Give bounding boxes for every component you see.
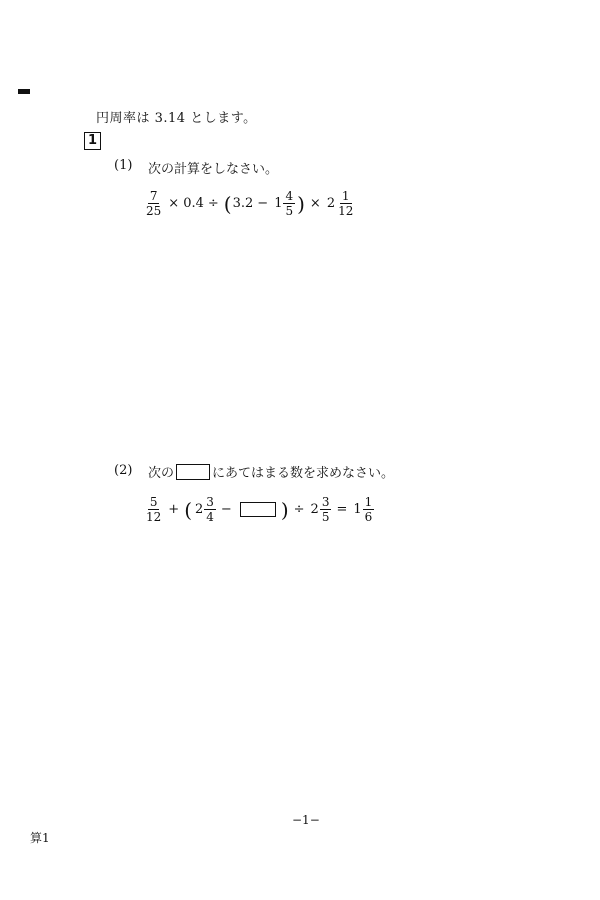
pi-note: 円周率は 3.14 とします。 xyxy=(96,111,257,126)
term-decimal: 0.4 xyxy=(183,196,204,211)
fraction-denominator: 25 xyxy=(146,204,162,218)
fraction-denominator: 4 xyxy=(206,510,214,524)
answer-blank-box xyxy=(176,464,210,480)
answer-blank-box xyxy=(240,502,276,517)
left-parenthesis: ( xyxy=(184,497,192,522)
problem-1-label: (1) xyxy=(114,158,133,173)
corner-mark xyxy=(18,89,30,94)
mixed-whole: 2 xyxy=(195,502,204,517)
fraction-numerator: 3 xyxy=(206,495,214,509)
mixed-whole: 1 xyxy=(353,502,362,517)
problem-1-expression xyxy=(143,190,356,217)
operator-divide: ÷ xyxy=(293,502,305,517)
operator-divide: ÷ xyxy=(207,196,219,211)
footer-code: 算1 xyxy=(30,831,50,845)
right-parenthesis: ) xyxy=(280,497,289,522)
operator-equals: = xyxy=(336,502,348,517)
fraction-numerator: 1 xyxy=(341,189,350,203)
instruction-prefix: 次の xyxy=(148,466,175,481)
operator-multiply: × xyxy=(309,196,321,211)
fraction-denominator: 12 xyxy=(338,204,354,218)
fraction-4-5 xyxy=(283,190,295,217)
term-decimal: 3.2 xyxy=(232,196,254,211)
page-number: −1− xyxy=(292,813,320,827)
mixed-whole: 2 xyxy=(326,196,336,211)
instruction-suffix: にあてはまる数を求めなさい。 xyxy=(212,466,395,481)
operator-plus: + xyxy=(168,502,180,517)
fraction-denominator: 12 xyxy=(146,510,162,524)
problem-2-expression xyxy=(143,496,375,523)
operator-multiply: × xyxy=(168,196,180,211)
mixed-whole: 1 xyxy=(274,196,283,211)
problem-1-instruction: 次の計算をしなさい。 xyxy=(148,162,279,177)
fraction-3-4 xyxy=(204,496,216,523)
problem-2-instruction xyxy=(148,462,394,481)
question-number-box: 1 xyxy=(84,132,101,150)
fraction-1-6 xyxy=(363,496,375,523)
problem-2-label: (2) xyxy=(114,463,133,478)
fraction-3-5 xyxy=(320,496,332,523)
fraction-denominator: 5 xyxy=(285,204,294,218)
fraction-numerator: 7 xyxy=(149,189,158,203)
operator-minus: − xyxy=(257,196,269,211)
fraction-denominator: 5 xyxy=(321,510,330,524)
fraction-numerator: 1 xyxy=(364,495,373,509)
fraction-5-12 xyxy=(144,496,163,523)
operator-minus: − xyxy=(220,502,232,517)
left-parenthesis: ( xyxy=(223,191,232,216)
right-parenthesis: ) xyxy=(297,191,305,216)
mixed-whole: 2 xyxy=(310,502,319,517)
fraction-numerator: 4 xyxy=(285,189,294,203)
fraction-7-25 xyxy=(144,190,163,217)
fraction-denominator: 6 xyxy=(364,510,373,524)
fraction-numerator: 5 xyxy=(149,495,158,509)
fraction-1-12 xyxy=(336,190,355,217)
fraction-numerator: 3 xyxy=(321,495,330,509)
